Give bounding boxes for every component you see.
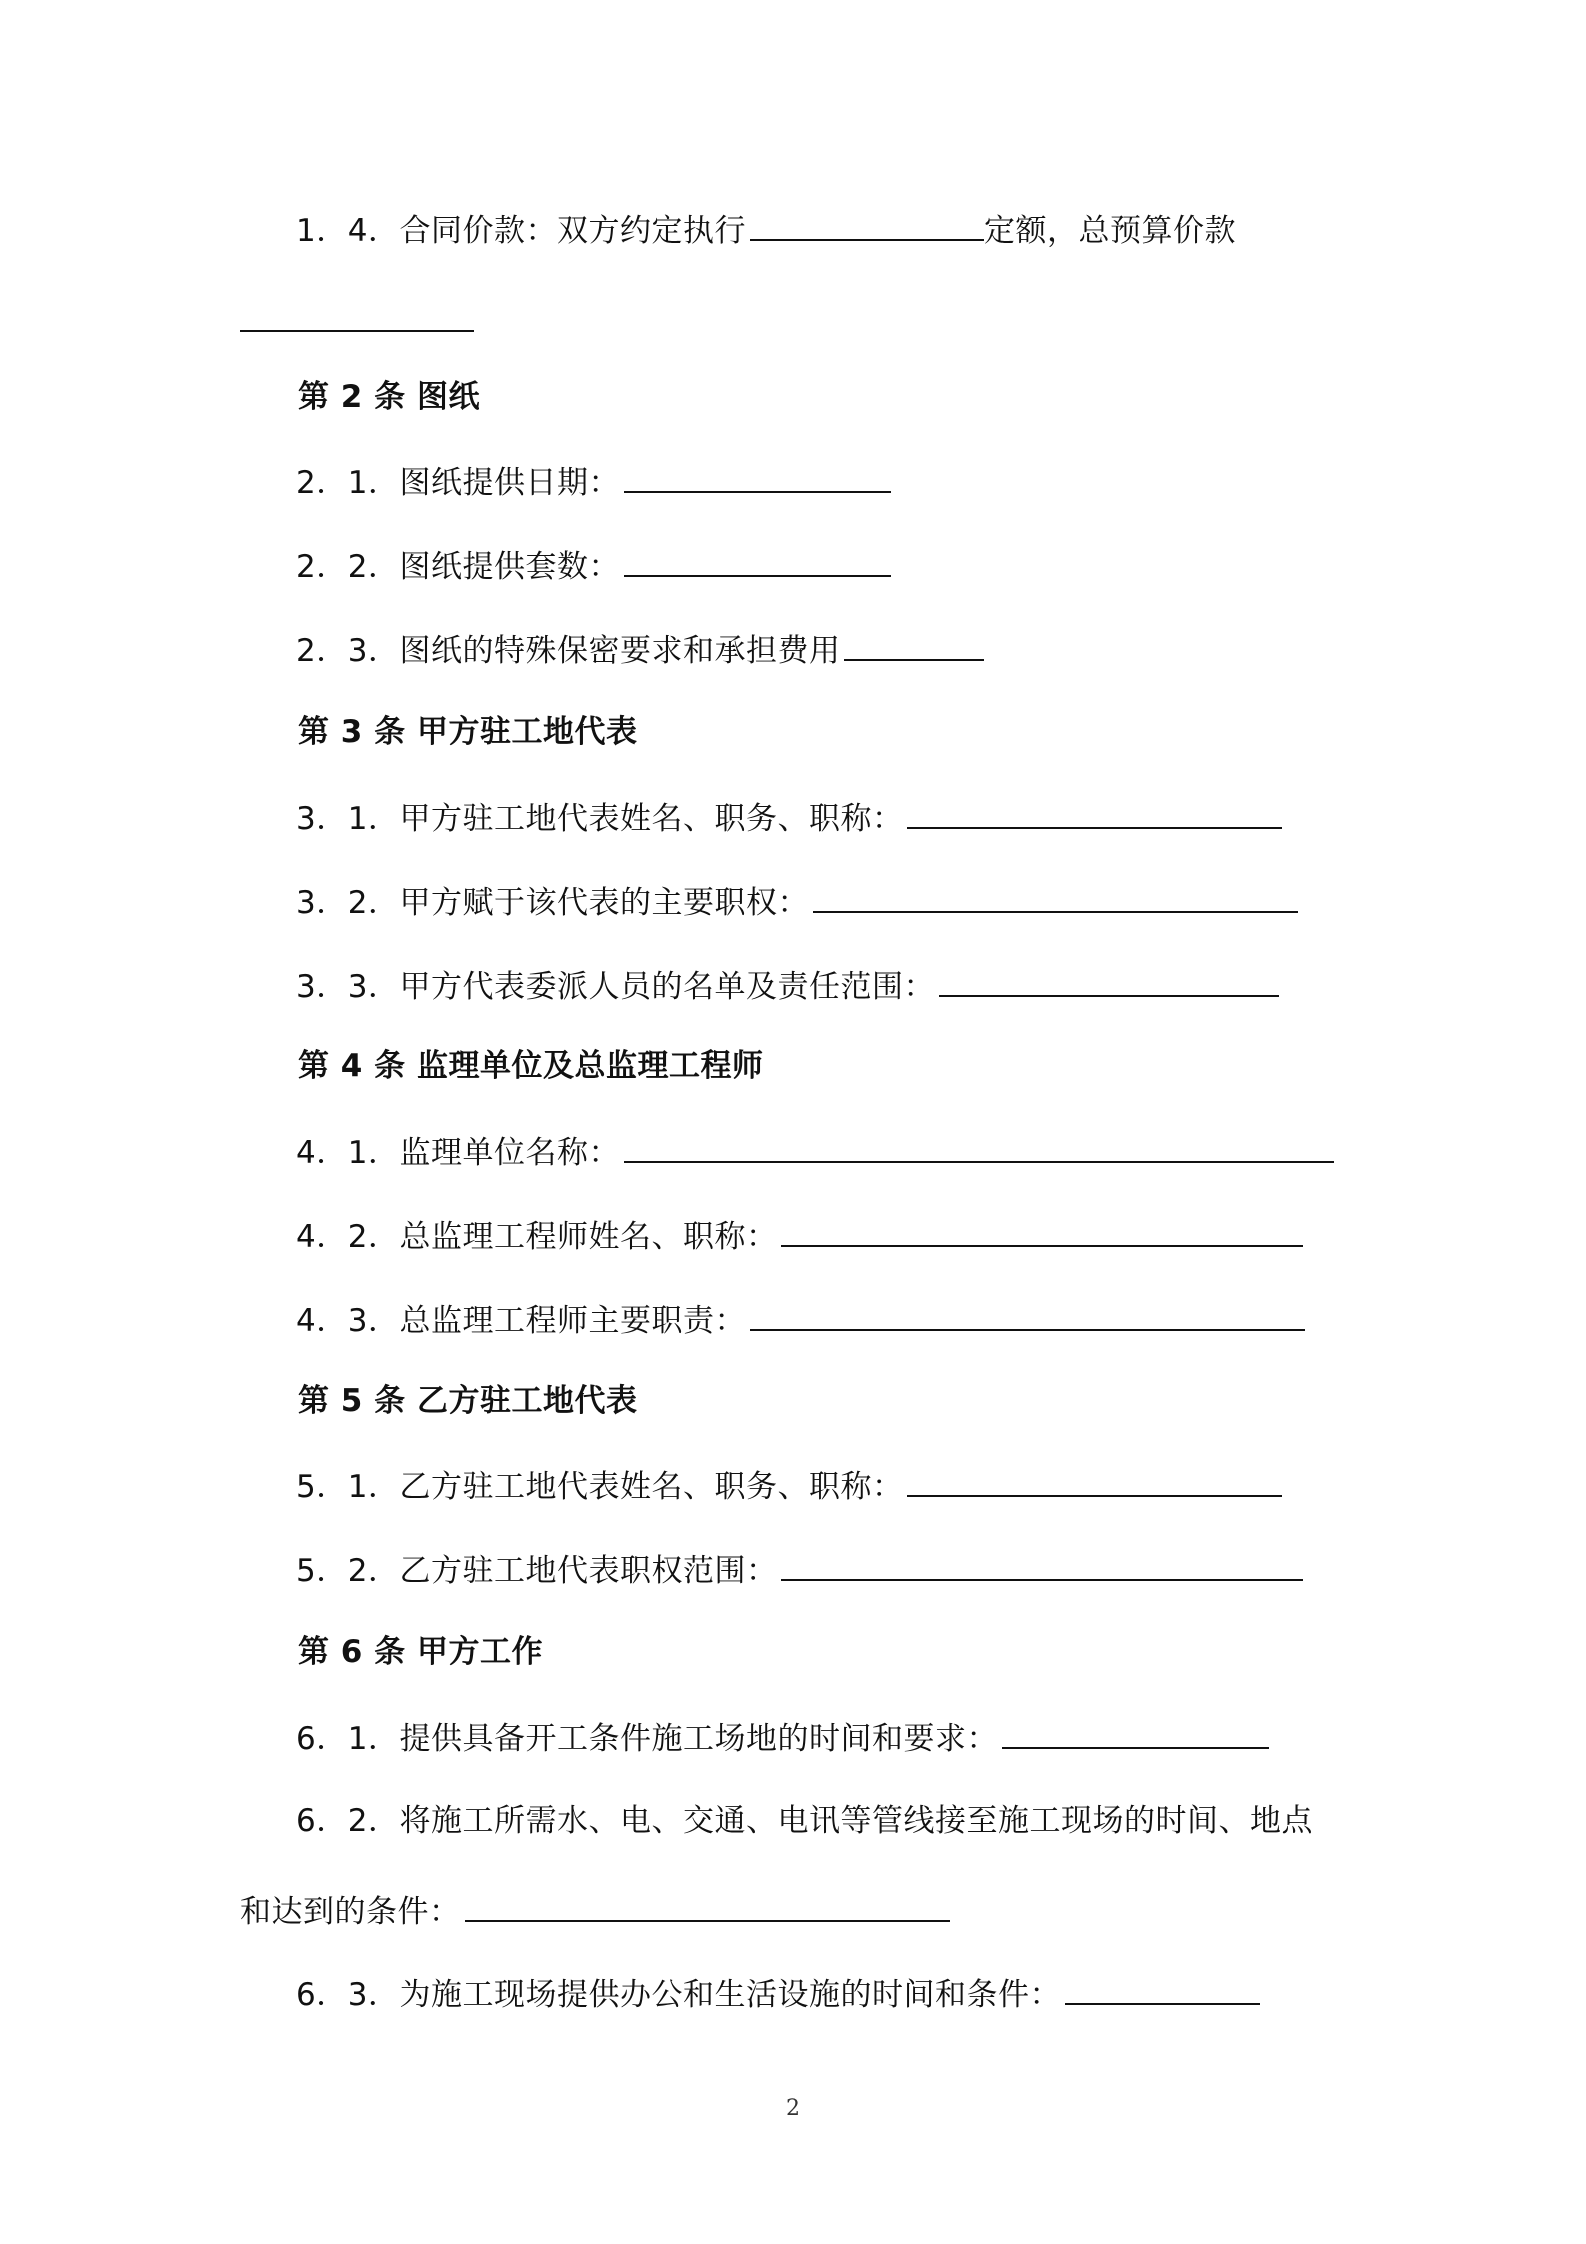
- heading-article-5: 第 5 条 乙方驻工地代表: [298, 1383, 638, 1419]
- page-number: 2: [786, 2096, 800, 2121]
- clause-6-1: 6．1．提供具备开工条件施工场地的时间和要求：: [296, 1717, 1269, 1759]
- blank-field[interactable]: [465, 1890, 950, 1922]
- blank-field[interactable]: [624, 545, 891, 577]
- blank-field[interactable]: [624, 461, 891, 493]
- blank-field[interactable]: [240, 300, 474, 332]
- clause-4-3: 4．3．总监理工程师主要职责：: [296, 1299, 1305, 1341]
- clause-1-4-continuation: [240, 300, 474, 342]
- heading-article-6: 第 6 条 甲方工作: [298, 1634, 543, 1670]
- blank-field[interactable]: [939, 965, 1279, 997]
- blank-field[interactable]: [907, 797, 1282, 829]
- heading-article-2: 第 2 条 图纸: [298, 379, 480, 415]
- clause-6-2: 6．2．将施工所需水、电、交通、电讯等管线接至施工现场的时间、地点: [296, 1803, 1313, 1839]
- clause-5-2: 5．2．乙方驻工地代表职权范围：: [296, 1549, 1303, 1591]
- blank-field[interactable]: [1002, 1717, 1269, 1749]
- clause-1-4: 1．4．合同价款：双方约定执行 定额，总预算价款: [296, 209, 1236, 251]
- clause-2-3: 2．3．图纸的特殊保密要求和承担费用: [296, 629, 984, 671]
- clause-6-3: 6．3．为施工现场提供办公和生活设施的时间和条件：: [296, 1973, 1260, 2015]
- blank-field[interactable]: [781, 1215, 1303, 1247]
- clause-2-1: 2．1．图纸提供日期：: [296, 461, 891, 503]
- clause-3-3: 3．3．甲方代表委派人员的名单及责任范围：: [296, 965, 1279, 1007]
- blank-field[interactable]: [1065, 1973, 1260, 2005]
- clause-5-1: 5．1．乙方驻工地代表姓名、职务、职称：: [296, 1465, 1282, 1507]
- clause-2-2: 2．2．图纸提供套数：: [296, 545, 891, 587]
- blank-field[interactable]: [907, 1465, 1282, 1497]
- blank-field[interactable]: [750, 1299, 1305, 1331]
- clause-3-1: 3．1．甲方驻工地代表姓名、职务、职称：: [296, 797, 1282, 839]
- clause-3-2: 3．2．甲方赋于该代表的主要职权：: [296, 881, 1298, 923]
- heading-article-3: 第 3 条 甲方驻工地代表: [298, 714, 638, 750]
- clause-6-2-continuation: 和达到的条件：: [240, 1890, 950, 1932]
- blank-field[interactable]: [781, 1549, 1303, 1581]
- blank-field[interactable]: [813, 881, 1298, 913]
- heading-article-4: 第 4 条 监理单位及总监理工程师: [298, 1048, 764, 1084]
- blank-field[interactable]: [624, 1131, 1334, 1163]
- clause-4-2: 4．2．总监理工程师姓名、职称：: [296, 1215, 1303, 1257]
- clause-4-1: 4．1．监理单位名称：: [296, 1131, 1334, 1173]
- blank-field[interactable]: [750, 209, 984, 241]
- blank-field[interactable]: [844, 629, 984, 661]
